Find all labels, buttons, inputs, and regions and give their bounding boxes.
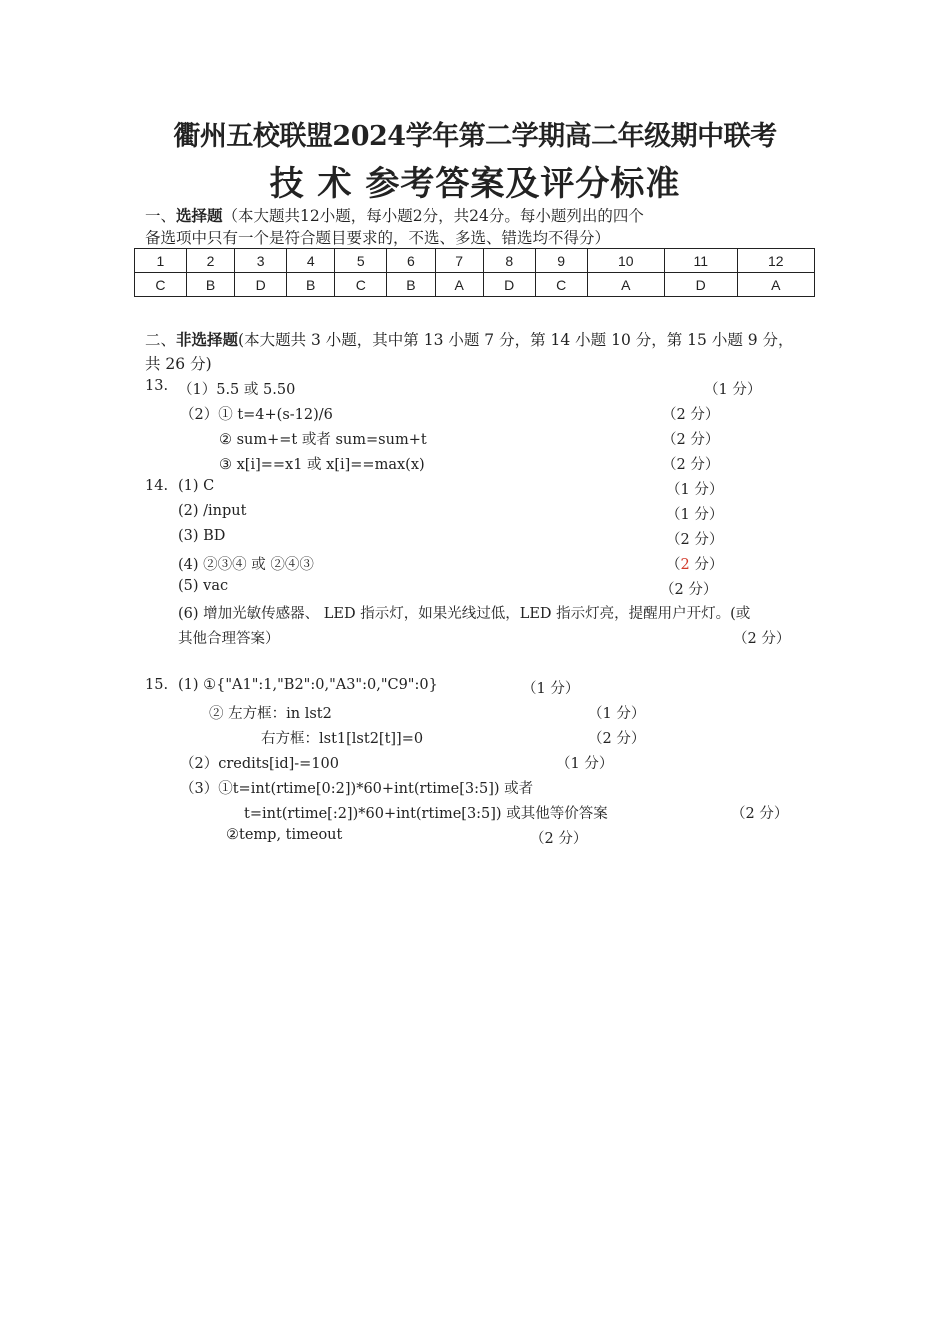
table-cell: 7 <box>435 249 483 273</box>
table-cell: 5 <box>335 249 387 273</box>
q14-answer-1: (1) C <box>178 478 215 494</box>
table-cell: D <box>664 273 737 297</box>
section1-label: 一、 <box>145 207 177 225</box>
q13-score-2: （2 分） <box>662 407 720 423</box>
table-cell: 9 <box>535 249 587 273</box>
table-cell: C <box>335 273 387 297</box>
table-cell: 2 <box>186 249 234 273</box>
section2-heading: 非选择题 <box>176 330 239 349</box>
q14-answer-4: (4) ②③④ 或 ②④③ <box>178 557 314 573</box>
q15-score-7: （2 分） <box>530 831 588 847</box>
q14-score-2: （1 分） <box>666 507 724 523</box>
q15-answer-2: ② 左方框：in lst2 <box>209 706 332 722</box>
table-cell: 3 <box>235 249 287 273</box>
section1-heading: 选择题 <box>176 206 223 225</box>
q13-score-4: （2 分） <box>662 457 720 473</box>
table-cell: 10 <box>587 249 664 273</box>
table-cell: A <box>587 273 664 297</box>
q14-score-5: （2 分） <box>660 582 718 598</box>
q13-answer-4: ③ x[i]==x1 或 x[i]==max(x) <box>219 457 425 473</box>
table-cell: B <box>387 273 435 297</box>
table-cell: C <box>535 273 587 297</box>
q15-answer-7: ②temp, timeout <box>226 827 343 843</box>
table-cell: D <box>483 273 535 297</box>
table-cell: B <box>186 273 234 297</box>
table-cell: 12 <box>737 249 815 273</box>
q15-score-1: （1 分） <box>522 681 580 697</box>
q13-answer-3: ② sum+=t 或者 sum=sum+t <box>219 432 427 448</box>
score-open: （ <box>666 557 681 573</box>
table-cell: A <box>737 273 815 297</box>
answer-table <box>134 248 815 297</box>
answer-table-answer-row <box>135 273 815 297</box>
q14-answer-5: (5) vac <box>178 578 229 594</box>
section2-line1 <box>145 328 794 350</box>
q15-score-3: （2 分） <box>588 731 646 747</box>
q15-number: 15. <box>145 677 169 693</box>
q14-answer-6a: (6) 增加光敏传感器、 LED 指示灯，如果光线过低，LED 指示灯亮，提醒用户开灯。(或 <box>178 606 751 622</box>
q14-score-1: （1 分） <box>666 482 724 498</box>
q13-answer-2: （2）① t=4+(s-12)/6 <box>180 407 333 423</box>
section1-desc1: （本大题共12小题，每小题2分，共24分。每小题列出的四个 <box>222 207 644 225</box>
q13-answer-1: （1）5.5 或 5.50 <box>178 382 296 398</box>
table-cell: D <box>235 273 287 297</box>
q15-answer-6: t=int(rtime[:2])*60+int(rtime[3:5]) 或其他等价答案 <box>244 806 608 822</box>
q14-score-6: （2 分） <box>733 631 791 647</box>
page-subtitle: 技 术 参考答案及评分标准 <box>269 164 681 204</box>
table-cell: 11 <box>664 249 737 273</box>
section2-desc1: (本大题共 3 小题，其中第 13 小题 7 分，第 14 小题 10 分，第 15 小题 9 分， <box>238 331 794 349</box>
table-cell: 4 <box>287 249 335 273</box>
q14-score-4 <box>666 553 723 574</box>
q13-score-1: （1 分） <box>704 382 762 398</box>
section2-label: 二、 <box>145 331 177 349</box>
table-cell: 1 <box>135 249 187 273</box>
q15-answer-5: （3）①t=int(rtime[0:2])*60+int(rtime[3:5]) 或者 <box>180 781 534 797</box>
q15-score-4: （1 分） <box>556 756 614 772</box>
section1-desc2: 备选项中只有一个是符合题目要求的，不选、多选、错选均不得分） <box>145 229 611 247</box>
table-cell: B <box>287 273 335 297</box>
table-cell: C <box>135 273 187 297</box>
section1-line1 <box>145 204 644 226</box>
table-cell: A <box>435 273 483 297</box>
answer-table-number-row <box>135 249 815 273</box>
q15-score-2: （1 分） <box>588 706 646 722</box>
q13-number: 13. <box>145 378 169 394</box>
q15-answer-3: 右方框：lst1[lst2[t]]=0 <box>261 731 424 747</box>
q15-answer-1: (1) ①{"A1":1,"B2":0,"A3":0,"C9":0} <box>178 677 438 693</box>
section2-desc2: 共 26 分) <box>145 355 212 373</box>
q14-answer-2: (2) /input <box>178 503 247 519</box>
score-value-red: 2 <box>680 557 690 573</box>
q14-score-3: （2 分） <box>666 532 724 548</box>
table-cell: 6 <box>387 249 435 273</box>
q14-answer-3: (3) BD <box>178 528 226 544</box>
q14-answer-6b: 其他合理答案） <box>178 631 280 647</box>
q13-score-3: （2 分） <box>662 432 720 448</box>
q14-number: 14. <box>145 478 169 494</box>
score-close: 分） <box>689 557 724 573</box>
page-title: 衢州五校联盟2024学年第二学期高二年级期中联考 <box>173 121 777 152</box>
q15-score-6: （2 分） <box>731 806 789 822</box>
q15-answer-4: （2）credits[id]-=100 <box>180 756 340 772</box>
table-cell: 8 <box>483 249 535 273</box>
